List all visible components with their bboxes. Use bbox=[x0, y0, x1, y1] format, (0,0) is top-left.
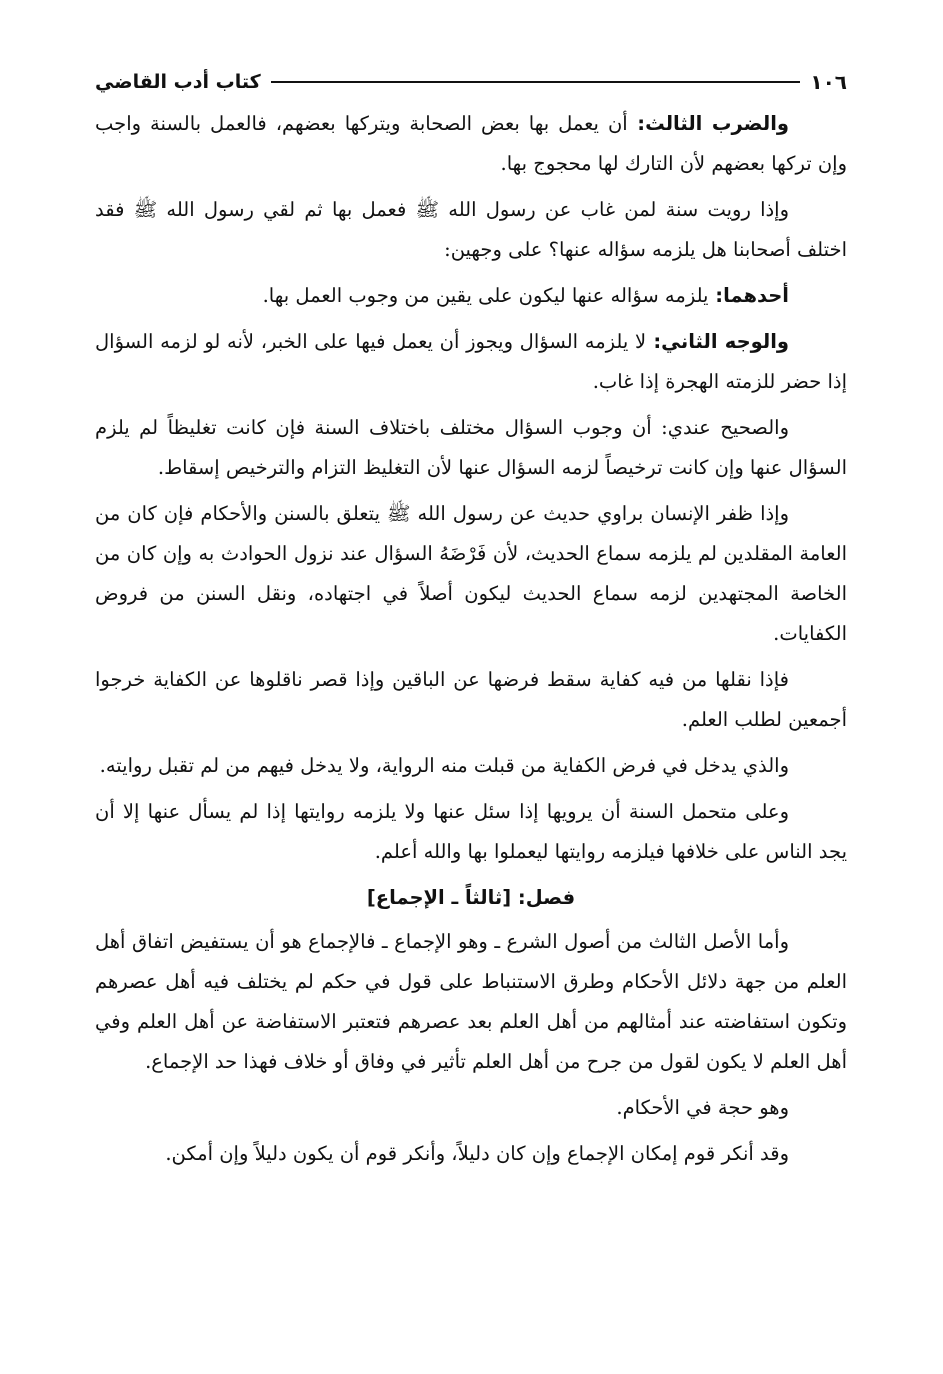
paragraph-lead: والوجه الثاني: bbox=[646, 330, 790, 353]
paragraph bbox=[95, 922, 847, 1082]
paragraph bbox=[95, 494, 847, 654]
paragraph-text: والذي يدخل في فرض الكفاية من قبلت منه الرواية، ولا يدخل فيهم من لم تقبل روايته. bbox=[99, 754, 789, 777]
paragraph-text: وأما الأصل الثالث من أصول الشرع ـ وهو الإجماع ـ فالإجماع هو أن يستفيض اتفاق أهل العلم من جهة دلائل الأحكام وطرق الاستنباط على قول في حكم لم يختلف فيه أهل عصرهم وتكون استفاضته عند أمثالهم من أهل العلم بعد عصرهم فتعتبر الاستفاضة عن أهل العلم وفي أهل العلم لا يكون لقول من جرح من أهل العلم تأثير في وفاق أو خلاف فهذا حد الإجماع. bbox=[95, 930, 847, 1073]
paragraph bbox=[95, 660, 847, 740]
section-heading: فصل: [ثالثاً ـ الإجماع] bbox=[366, 886, 576, 909]
paragraph-text: وهو حجة في الأحكام. bbox=[616, 1096, 789, 1119]
paragraph-text: أن يعمل بها بعض الصحابة ويتركها بعضهم، فالعمل بالسنة واجب وإن تركها بعضهم لأن التارك لها محجوج بها. bbox=[95, 112, 847, 175]
paragraph bbox=[95, 1088, 847, 1128]
paragraph bbox=[95, 746, 847, 786]
paragraph bbox=[95, 276, 847, 316]
paragraph-text: يلزمه سؤاله عنها ليكون على يقين من وجوب العمل بها. bbox=[262, 284, 709, 307]
paragraph bbox=[95, 408, 847, 488]
header-rule bbox=[271, 81, 801, 83]
book-title: كتاب أدب القاضي bbox=[95, 71, 261, 93]
paragraph bbox=[95, 322, 847, 402]
page-header bbox=[95, 62, 847, 102]
paragraph-text: وإذا ظفر الإنسان براوي حديث عن رسول الله ﷺ يتعلق بالسنن والأحكام فإن كان من العامة المقلدين لم يلزمه سماع الحديث، لأن فَرْضَهُ السؤال عند نزول الحوادث به وإن كان من الخاصة المجتهدين لزمه سماع الحديث ليكون أصلاً في اجتهاده، ونقل السنن من فروض الكفايات. bbox=[95, 502, 847, 645]
paragraph-text: وقد أنكر قوم إمكان الإجماع وإن كان دليلاً، وأنكر قوم أن يكون دليلاً وإن أمكن. bbox=[165, 1142, 789, 1165]
paragraph bbox=[95, 792, 847, 872]
paragraph-lead: والضرب الثالث: bbox=[627, 112, 789, 135]
paragraph-text: وإذا رويت سنة لمن غاب عن رسول الله ﷺ فعمل بها ثم لقي رسول الله ﷺ فقد اختلف أصحابنا هل يلزمه سؤاله عنها؟ على وجهين: bbox=[95, 198, 847, 261]
paragraph-text: والصحيح عندي: أن وجوب السؤال مختلف باختلاف السنة فإن كانت تغليظاً لم يلزم السؤال عنها وإن كانت ترخيصاً لزمه السؤال عنها لأن التغليظ التزام والترخيص إسقاط. bbox=[95, 416, 847, 479]
paragraph-text: لا يلزمه السؤال ويجوز أن يعمل فيها على الخبر، لأنه لو لزمه السؤال إذا حضر للزمته الهجرة إذا غاب. bbox=[95, 330, 847, 393]
paragraph-text: وعلى متحمل السنة أن يرويها إذا سئل عنها ولا يلزمه روايتها إذا لم يسأل عنها إلا أن يجد الناس على خلافها فيلزمه روايتها ليعملوا بها والله أعلم. bbox=[95, 800, 847, 863]
paragraph-text: فإذا نقلها من فيه كفاية سقط فرضها عن الباقين وإذا قصر ناقلوها عن الكفاية خرجوا أجمعين لطلب العلم. bbox=[95, 668, 847, 731]
paragraph bbox=[95, 190, 847, 270]
paragraph bbox=[95, 104, 847, 184]
paragraph bbox=[95, 1134, 847, 1174]
page-body bbox=[95, 104, 847, 1174]
paragraph-lead: أحدهما: bbox=[708, 284, 789, 307]
page-number: ١٠٦ bbox=[810, 70, 847, 94]
book-page bbox=[95, 62, 847, 1334]
